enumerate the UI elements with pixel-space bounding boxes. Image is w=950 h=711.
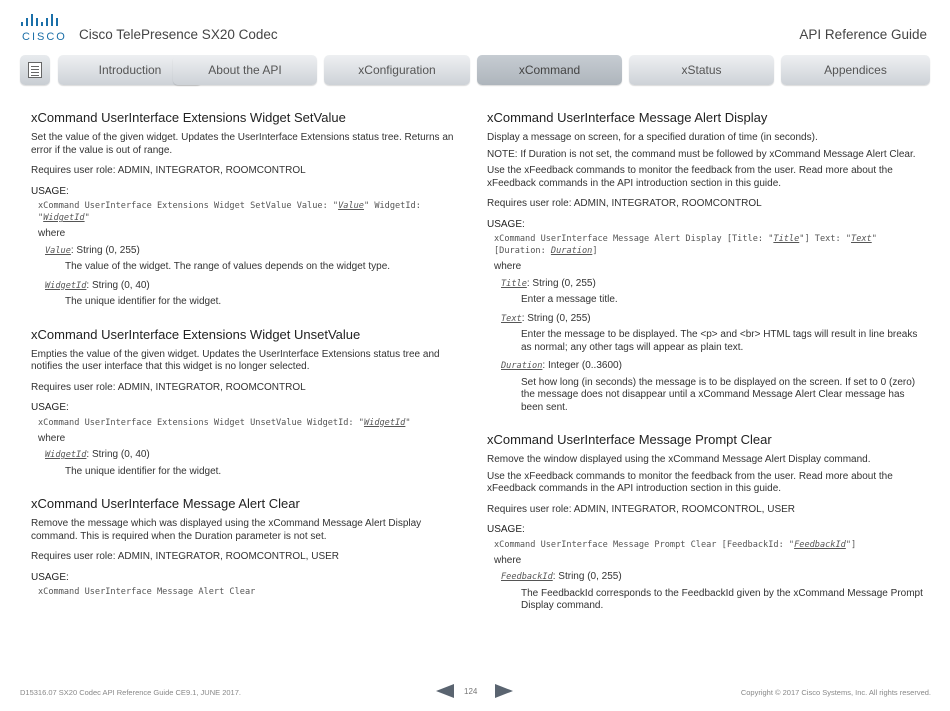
nav-bar (20, 55, 930, 85)
section-title: xCommand UserInterface Message Prompt Clear (487, 432, 772, 447)
cisco-bridge-icon (20, 14, 60, 28)
param-widgetid: WidgetId: String (0, 40) (45, 449, 150, 460)
usage-heading: USAGE: (31, 402, 69, 413)
section-widget-unsetvalue (31, 327, 463, 479)
tab-introduction[interactable]: Introduction (58, 55, 202, 85)
section-widget-setvalue (31, 110, 463, 309)
param-value: Value: String (0, 255) (45, 244, 140, 256)
param-description: The value of the widget. The range of values depends on the widget type. (65, 261, 391, 272)
param-description: Enter the message to be displayed. The <p> and <br> HTML tags will result in line breaks as normal; any other tags will appear as plain text. (521, 329, 918, 353)
usage-heading: USAGE: (31, 185, 69, 197)
logo-text: CISCO (22, 31, 67, 43)
section-description: Remove the window displayed using the xCommand Message Alert Display command. (487, 454, 871, 465)
section-title: xCommand UserInterface Extensions Widget SetValue (31, 110, 346, 125)
tab-appendices[interactable]: Appendices (781, 55, 930, 85)
param-description: The unique identifier for the widget. (65, 465, 222, 477)
param-text: Text: String (0, 255) (501, 312, 591, 324)
section-alert-clear (31, 496, 463, 598)
section-description: Empties the value of the given widget. Updates the UserInterface Extensions status tree and notifies the user interface that this widget is no longer selected. (31, 348, 440, 372)
param-description: The unique identifier for the widget. (65, 296, 222, 307)
section-description: Use the xFeedback commands to monitor the feedback from the user. Read more about the xFeedback commands in the API introduction section in this guide. (487, 165, 893, 189)
where-label: where (494, 554, 522, 566)
user-role: Requires user role: ADMIN, INTEGRATOR, ROOMCONTROL (31, 381, 306, 393)
usage-command: xCommand UserInterface Message Alert Clear (38, 587, 256, 597)
contents-icon[interactable] (20, 55, 50, 85)
usage-heading: USAGE: (487, 524, 525, 535)
user-role: Requires user role: ADMIN, INTEGRATOR, ROOMCONTROL (31, 165, 306, 176)
usage-command: xCommand UserInterface Extensions Widget UnsetValue WidgetId: "WidgetId" (38, 417, 411, 428)
section-note: NOTE: If Duration is not set, the command must be followed by xCommand Message Alert Clear. (487, 148, 916, 160)
section-title: xCommand UserInterface Extensions Widget UnsetValue (31, 326, 361, 342)
left-column (31, 110, 463, 616)
usage-command: xCommand UserInterface Message Prompt Clear [FeedbackId: "FeedbackId"] (494, 539, 857, 550)
where-label: where (38, 228, 66, 239)
param-widgetid: WidgetId: String (0, 40) (45, 279, 150, 291)
tab-xcommand[interactable]: xCommand (477, 55, 622, 85)
usage-command: xCommand UserInterface Extensions Widget SetValue Value: "Value" WidgetId: "WidgetId" (38, 201, 421, 223)
section-title: xCommand UserInterface Message Alert Display (487, 110, 768, 125)
section-title: xCommand UserInterface Message Alert Clear (31, 496, 300, 511)
previous-page-icon[interactable] (436, 684, 454, 698)
product-title: Cisco TelePresence SX20 Codec (79, 27, 278, 42)
param-description: Enter a message title. (521, 294, 618, 305)
user-role: Requires user role: ADMIN, INTEGRATOR, ROOMCONTROL, USER (487, 503, 796, 515)
section-description: Use the xFeedback commands to monitor the feedback from the user. Read more about the xFeedback commands in the API introduction section in this guide. (487, 470, 893, 494)
section-description: Set the value of the given widget. Updates the UserInterface Extensions status tree. Returns an error if the value is out of range. (31, 132, 454, 156)
usage-heading: USAGE: (31, 571, 69, 583)
section-alert-display (487, 110, 923, 414)
page-number: 124 (464, 687, 478, 696)
tab-xstatus[interactable]: xStatus (629, 55, 774, 85)
user-role: Requires user role: ADMIN, INTEGRATOR, ROOMCONTROL, USER (31, 551, 340, 562)
tab-about-the-api[interactable]: About the API (173, 55, 317, 85)
where-label: where (494, 261, 522, 272)
guide-title: API Reference Guide (799, 27, 927, 42)
param-title: Title: String (0, 255) (501, 277, 596, 289)
where-label: where (38, 432, 66, 444)
param-feedbackid: FeedbackId: String (0, 255) (501, 571, 622, 582)
usage-command: xCommand UserInterface Message Alert Display [Title: "Title"] Text: "Text" [Duration: Duration] (494, 234, 877, 256)
param-description: Set how long (in seconds) the message is to be displayed on the screen. If set to 0 (zero) the message does not disappear until a xCommand Message Alert Clear message has been sent. (521, 376, 916, 413)
usage-heading: USAGE: (487, 218, 525, 230)
section-description: Display a message on screen, for a specified duration of time (in seconds). (487, 132, 818, 143)
param-description: The FeedbackId corresponds to the FeedbackId given by the xCommand Message Prompt Display command. (521, 587, 923, 611)
section-prompt-clear (487, 432, 923, 613)
section-description: Remove the message which was displayed using the xCommand Message Alert Display command. This is required when the Duration parameter is not set. (31, 518, 422, 542)
tab-xconfiguration[interactable]: xConfiguration (324, 55, 470, 85)
footer-doc-id: D15316.07 SX20 Codec API Reference Guide CE9.1, JUNE 2017. (20, 688, 241, 697)
next-page-icon[interactable] (495, 684, 513, 698)
user-role: Requires user role: ADMIN, INTEGRATOR, ROOMCONTROL (487, 198, 762, 209)
pager (436, 684, 516, 698)
right-column (487, 110, 923, 631)
param-duration: Duration: Integer (0..3600) (501, 360, 622, 371)
footer-copyright: Copyright © 2017 Cisco Systems, Inc. All rights reserved. (740, 688, 931, 697)
